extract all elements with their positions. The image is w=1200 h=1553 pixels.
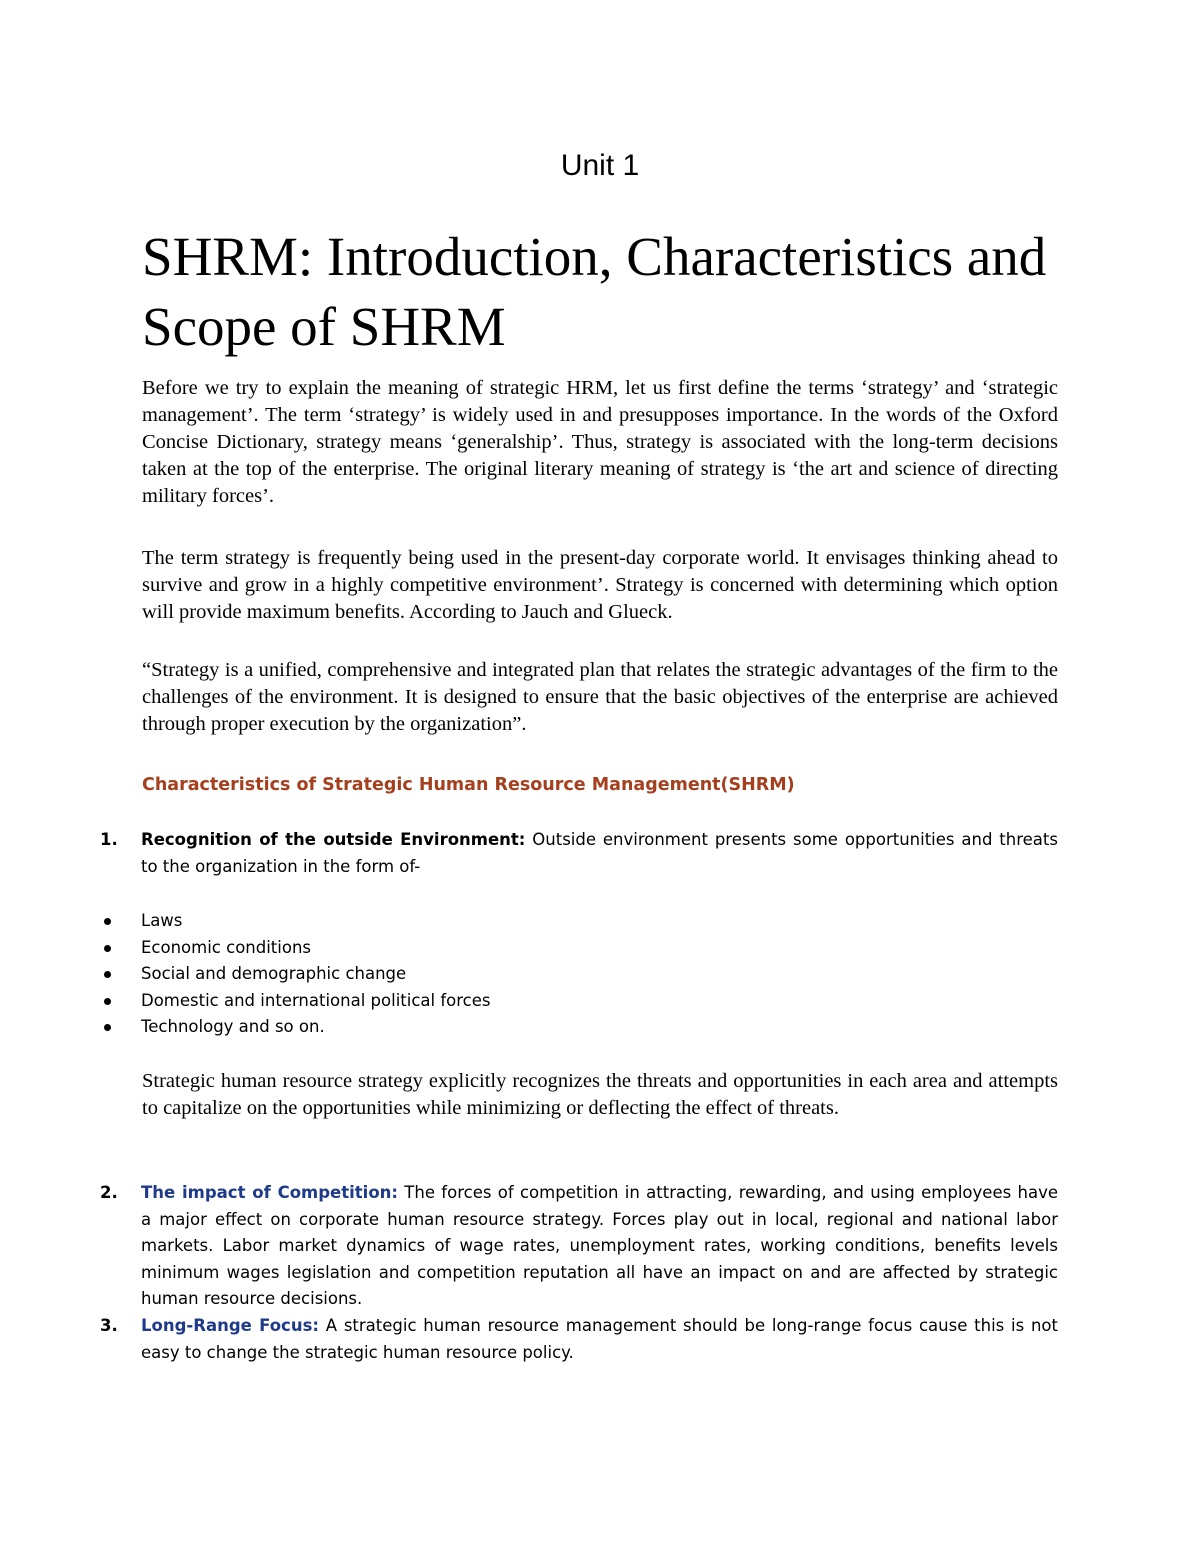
page-title: SHRM: Introduction, Characteristics and Scope of SHRM xyxy=(142,226,1047,357)
bullet-item xyxy=(100,908,1058,935)
intro-paragraph: Before we try to explain the meaning of strategic HRM, let us first define the terms ‘strategy’ and ‘strategic management’. The term ‘strategy’ is widely used in and presupposes importance. In the words of the Oxford Concise Dictionary, strategy means ‘generalship’. Thus, strategy is associated with the long-term decisions taken at the top of the enterprise. The original literary meaning of strategy is ‘the art and science of directing military forces’. xyxy=(142,377,1058,507)
item-text: A strategic human resource management should be long-range focus cause this is not easy to change the strategic human resource policy. xyxy=(141,1316,1058,1362)
strategy-paragraph: The term strategy is frequently being used in the present-day corporate world. It envisages thinking ahead to survive and grow in a highly competitive environment’. Strategy is concerned with determining which option will provide maximum benefits. According to Jauch and Glueck. xyxy=(142,547,1058,623)
unit-label: Unit 1 xyxy=(560,149,640,182)
list-item xyxy=(100,1313,1058,1366)
bullet-text: Social and demographic change xyxy=(141,964,407,983)
bullet-icon xyxy=(104,971,111,978)
item-number: 2. xyxy=(100,1183,118,1202)
section-heading: Characteristics of Strategic Human Resource Management(SHRM) xyxy=(142,775,795,795)
bullet-text: Laws xyxy=(141,911,183,930)
bullet-text: Economic conditions xyxy=(141,937,312,957)
item-body xyxy=(141,827,1058,880)
item-number: 1. xyxy=(100,830,118,849)
list-item xyxy=(100,1180,1058,1313)
bullet-item xyxy=(100,988,1058,1015)
item-text: Outside environment presents some opportunities and threats to the organization in the form of- xyxy=(141,830,1058,876)
bullet-list xyxy=(100,908,1058,1041)
after-bullets-paragraph: Strategic human resource strategy explicitly recognizes the threats and opportunities in each area and attempts to capitalize on the opportunities while minimizing or deflecting the effect of threats. xyxy=(142,1070,1058,1119)
item-lead: Recognition of the outside Environment: xyxy=(141,830,526,849)
item-number: 3. xyxy=(100,1316,118,1335)
bullet-text: Technology and so on. xyxy=(141,1017,325,1036)
item-text: The forces of competition in attracting, rewarding, and using employees have a major effect on corporate human resource strategy. Forces play out in local, regional and national labor markets. Labor market dynamics of wage rates, unemployment rates, working conditions, benefits levels minimum wages legislation and competition reputation all have an impact on and are affected by strategic human resource decisions. xyxy=(141,1183,1058,1308)
item-lead: Long-Range Focus: xyxy=(141,1316,319,1335)
bullet-icon xyxy=(104,1024,111,1031)
quote-paragraph: “Strategy is a unified, comprehensive and integrated plan that relates the strategic advantages of the firm to the challenges of the environment. It is designed to ensure that the basic objectives of the enterprise are achieved through proper execution by the organization”. xyxy=(142,659,1058,735)
item-lead: The impact of Competition: xyxy=(141,1183,398,1202)
bullet-item xyxy=(100,935,1058,962)
list-item xyxy=(100,827,1058,880)
item-body xyxy=(141,1313,1058,1366)
bullet-item xyxy=(100,1014,1058,1041)
bullet-text: Domestic and international political forces xyxy=(141,990,491,1010)
bullet-icon xyxy=(104,998,111,1005)
bullet-icon xyxy=(104,918,111,925)
item-body xyxy=(141,1180,1058,1313)
bullet-icon xyxy=(104,945,111,952)
bullet-item xyxy=(100,961,1058,988)
